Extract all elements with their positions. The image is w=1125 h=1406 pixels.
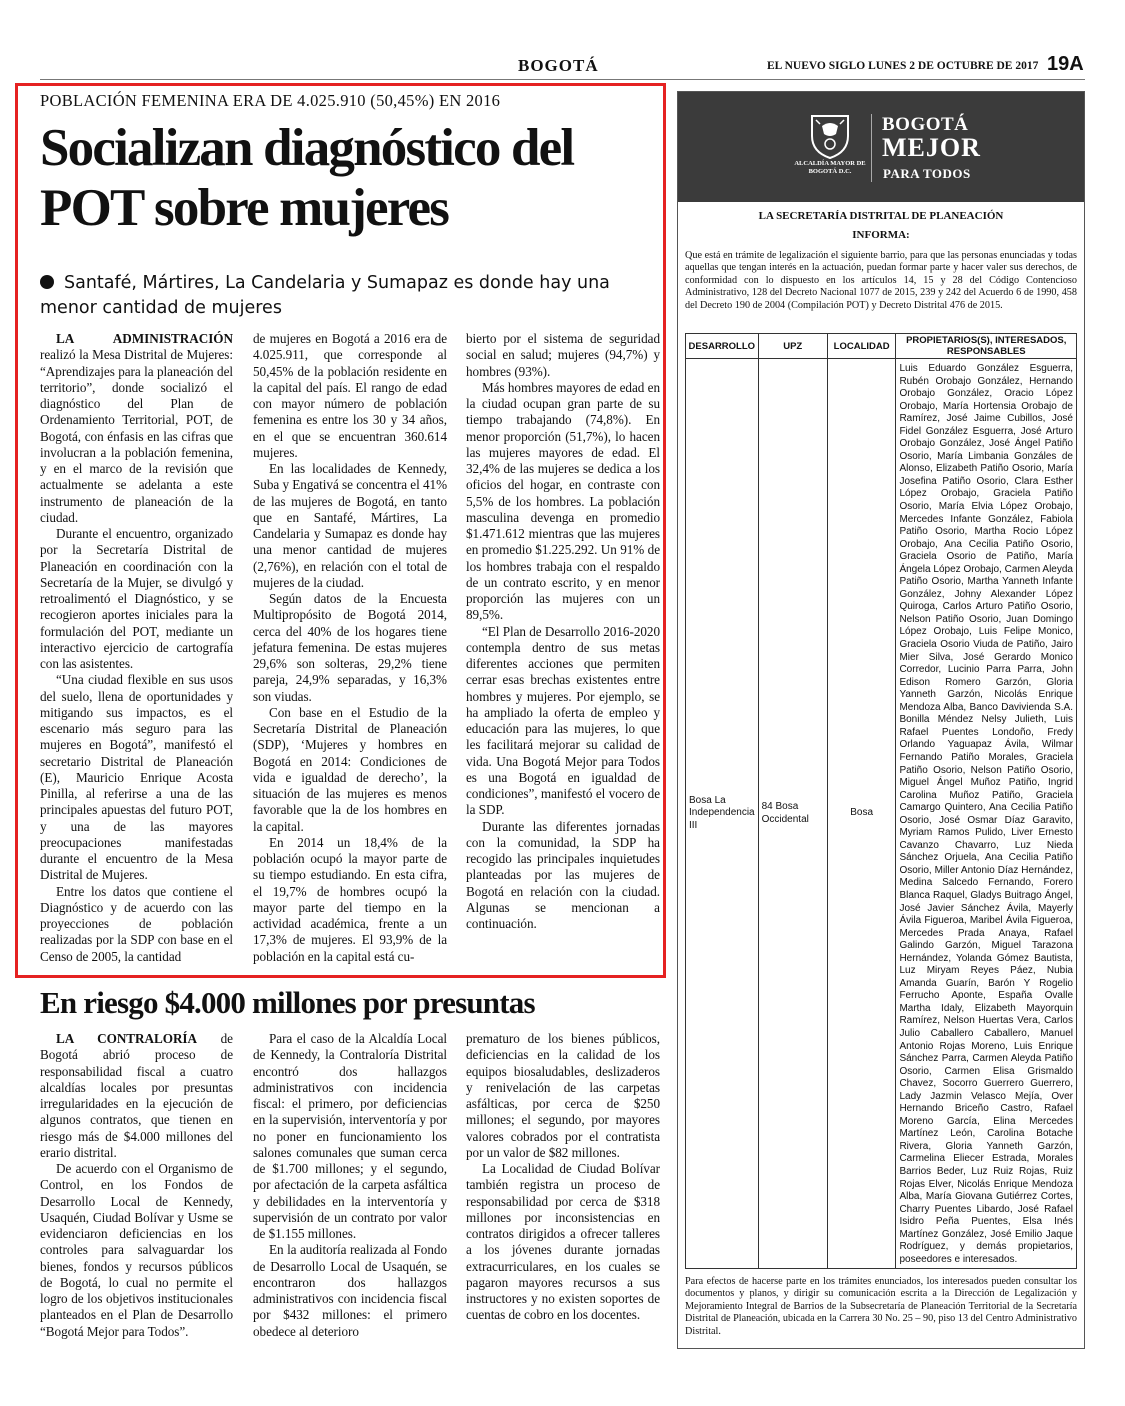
- col-header-desarrollo: DESARROLLO: [686, 334, 759, 359]
- paragraph: En 2014 un 18,4% de la población ocupó la mayor parte de su tiempo estudiando. En esta cifra, el 19,7% de hombres ocupó la mayor parte del tiempo en la actividad académica, frente a un 17,3% de mujeres. El 93,9% de la población en la capital está cu-: [253, 834, 447, 964]
- brand-mejor: MEJOR: [882, 133, 981, 162]
- col-header-propietarios: PROPIETARIOS(S), INTERESADOS, RESPONSABLES: [896, 334, 1077, 359]
- ad-footer-text: Para efectos de hacerse parte en los trámites enunciados, los interesados pueden consultar los documentos y planos, y dirigir su comunicación escrita a la Dirección de Legalización y Mejoramiento Integral de Barrios de la Subsecretaría de Planeación Territorial de la Secretaría Distrital de Planeación, ubicada en la Carrera 30 No. 25 – 90, piso 13 del Centro Administrativo Distrital.: [685, 1276, 1077, 1337]
- article-headline: Socializan diagnóstico del POT sobre mujeres: [40, 119, 574, 237]
- table-row: [686, 359, 1077, 1269]
- paragraph: Con base en el Estudio de la Secretaría Distrital de Planeación (SDP), ‘Mujeres y hombres en Bogotá en 2014: Condiciones de vida e igualdad de derecho’, la situación de las mujeres es menos favorable que la de los hombres en la capital.: [253, 704, 447, 834]
- legalization-table: [685, 333, 1077, 1269]
- lead-caps: LA ADMINISTRACIÓN: [56, 331, 233, 346]
- paragraph: Más hombres mayores de edad en la ciudad ocupan gran parte de su tiempo trabajando (74,8%). En menor proporción (51,7%), lo hacen las mujeres mayores de edad. El 32,4% de las mujeres se dedica a los oficios del hogar, en contraste con 5,5% de los hombres. La población masculina devenga en promedio $1.471.612 mientras que las mujeres en promedio $1.225.292. Un 91% de los hombres trabaja con el respaldo de un contrato escrito, y en menor proporción las mujeres con un 89,5%.: [466, 379, 660, 623]
- cell-localidad: Bosa: [827, 359, 896, 1269]
- cell-desarrollo: Bosa La Independencia III: [686, 359, 759, 1269]
- col-header-upz: UPZ: [758, 334, 827, 359]
- article-column-2: [253, 331, 447, 965]
- ad-organization: LA SECRETARÍA DISTRITAL DE PLANEACIÓN: [758, 210, 1004, 222]
- paragraph: prematuro de los bienes públicos, deficiencias en la calidad de los equipos biosaludables, deslizaderos y renivelación de las carpetas asfálticas, por cerca de $250 millones; el segundo, por mayores valores cobrados por el contratista por un valor de $82 millones.: [466, 1031, 660, 1160]
- paragraph: La Localidad de Ciudad Bolívar también registra un proceso de responsabilidad por cerca de $318 millones por inconsistencias en contratos dirigidos a ofrecer talleres a los jóvenes durante jornadas extracurriculares, en los cuales se pagaron mayores recursos a sus instructores y no existen soportes de cuentas de cobro en los docentes.: [466, 1161, 660, 1323]
- paragraph: Según datos de la Encuesta Multipropósito de Bogotá 2014, cerca del 40% de los hogares tiene jefatura femenina. De estas mujeres 29,6% son solteras, 29,2% tiene pareja, 24,9% separadas, y 16,3% son viudas.: [253, 591, 447, 704]
- paragraph: Para el caso de la Alcaldía Local de Kennedy, la Contraloría Distrital encontró dos hallazgos administrativos con incidencia fiscal: el primero, por deficiencias en la supervisión, interventoría y por no poner en funcionamiento los salones comunales que suman cerca de $1.700 millones; y el segundo, por afectación de la carpeta asfáltica y debilidades en la interventoría y supervisión de un contrato por valor de $1.155 millones.: [253, 1031, 447, 1241]
- article-column-1: [40, 331, 233, 965]
- ad-banner: [678, 92, 1084, 202]
- article-kicker: POBLACIÓN FEMENINA ERA DE 4.025.910 (50,45%) EN 2016: [40, 91, 501, 110]
- article2-column-1: [40, 1031, 233, 1340]
- section-title: BOGOTÁ: [518, 56, 599, 75]
- bogota-shield-icon: [808, 112, 852, 160]
- lead-caps: LA CONTRALORÍA: [56, 1031, 197, 1046]
- paragraph: De acuerdo con el Organismo de Control, en los Fondos de Desarrollo Local de Kennedy, Usaquén, Ciudad Bolívar y Usme se evidenciaron deficiencias en los controles para salvaguardar los bienes, fondos y recursos públicos de Bogotá, lo cual no permite el logro de los objetivos institucionales planteados en el Plan de Desarrollo “Bogotá Mejor para Todos”.: [40, 1161, 233, 1339]
- paragraph: [40, 331, 233, 526]
- paragraph-text: de Bogotá abrió proceso de responsabilidad fiscal a cuatro alcaldías locales por presuntas irregularidades en la ejecución de algunos contratos, que tienen en riesgo más de $4.000 millones del erario distrital.: [40, 1031, 233, 1160]
- bullet-dot-icon: [40, 275, 54, 289]
- brand-bogota: BOGOTÁ: [882, 114, 969, 135]
- header-rule: [40, 79, 1085, 80]
- brand-para-todos: PARA TODOS: [883, 166, 971, 181]
- paragraph: “El Plan de Desarrollo 2016-2020 contempla dentro de sus metas diferentes acciones que permiten cerrar esas brechas existentes entre hombres y mujeres. Por ejemplo, se ha ampliado la oferta de empleo y educación para las mujeres, lo que les facilitará mejorar su calidad de vida. Una Bogotá Mejor para Todos es una Bogotá en igualdad de condiciones”, manifestó el vocero de la SDP.: [466, 623, 660, 818]
- article2-column-3: [466, 1031, 660, 1324]
- cell-upz: 84 Bosa Occidental: [758, 359, 827, 1269]
- subhead-text: Santafé, Mártires, La Candelaria y Sumapaz es donde hay una menor cantidad de mujeres: [40, 273, 610, 318]
- paragraph: Durante las diferentes jornadas con la comunidad, la SDP ha recogido las principales inquietudes planteadas por las mujeres de Bogotá en relación con la ciudad. Algunas se mencionan a continuación.: [466, 818, 660, 931]
- paragraph-text: realizó la Mesa Distrital de Mujeres: “Aprendizajes para la planeación del territorio”, donde socializó el diagnóstico del Plan de Ordenamiento Territorial, POT, de Bogotá, con énfasis en las cifras que involucran a la población femenina, y en el marco de la revisión que actualmente se adelanta a este instrumento de planeación de la ciudad.: [40, 347, 233, 525]
- paragraph: bierto por el sistema de seguridad social en salud; mujeres (94,7%) y hombres (93%).: [466, 331, 660, 379]
- table-header-row: [686, 334, 1077, 359]
- paragraph: En la auditoría realizada al Fondo de Desarrollo Local de Usaquén, se encontraron dos hallazgos administrativos con incidencia fiscal por $432 millones: el primero obedece al deterioro: [253, 1242, 447, 1339]
- paragraph: En las localidades de Kennedy, Suba y Engativá se concentra el 41% de las mujeres de Bogotá, en tanto que en Santafé, Mártires, La Candelaria y Sumapaz es donde hay una menor cantidad de mujeres (2,76%), en relación con el total de mujeres de la ciudad.: [253, 461, 447, 590]
- ad-informa: INFORMA:: [852, 229, 910, 241]
- paragraph: Durante el encuentro, organizado por la Secretaría Distrital de Planeación en coordinación con la Secretaría de la Mujer, se divulgó y retroalimentó el Diagnóstico, y se recogieron aportes iniciales para la formulación del POT, mediante un interactivo ejercicio de cartografía con las asistentes.: [40, 526, 233, 671]
- paragraph: “Una ciudad flexible en sus usos del suelo, llena de oportunidades y mitigando sus impactos, es el escenario más seguro para las mujeres en Bogotá”, manifestó el secretario Distrital de Planeación (E), Mauricio Enrique Acosta Pinilla, al referirse a una de las principales apuestas del futuro POT, y una de las mayores preocupaciones manifestadas durante el encuentro de la Mesa Distrital de Mujeres.: [40, 672, 233, 883]
- article-subhead: [40, 271, 662, 321]
- paragraph: [40, 1031, 233, 1161]
- ad-intro-text: Que está en trámite de legalización el siguiente barrio, para que las personas enunciadas y todas aquellas que tengan interés en la actuación, puedan formar parte y hacer valer sus derechos, de conformidad con lo dispuesto en los artículos 14, 15 y 28 del Código Contencioso Administrativo, 128 del Decreto Nacional 1077 de 2015, 239 y 242 del Acuerdo 6 de 1990, 458 del Decreto 190 de 2004 (Compilación POT) y Decreto Distrital 476 de 2015.: [685, 250, 1077, 311]
- article-column-3: [466, 331, 660, 932]
- col-header-localidad: LOCALIDAD: [827, 334, 896, 359]
- logo-divider: [871, 114, 872, 182]
- paragraph: de mujeres en Bogotá a 2016 era de 4.025.911, que corresponde al 50,45% de la población residente en la capital del país. El rango de edad con mayor número de población femenina es entre los 30 y 34 años, en el que se encuentran 360.614 mujeres.: [253, 331, 447, 460]
- paper-date: EL NUEVO SIGLO LUNES 2 DE OCTUBRE DE 2017: [767, 60, 1039, 72]
- alcaldia-label: ALCALDÍA MAYOR DE BOGOTÁ D.C.: [794, 160, 866, 175]
- paragraph: Entre los datos que contiene el Diagnóstico y de acuerdo con las proyecciones de población realizadas por la SDP con base en el Censo de 2005, la cantidad: [40, 883, 233, 964]
- article2-headline: En riesgo $4.000 millones por presuntas: [40, 985, 535, 1020]
- article2-column-2: [253, 1031, 447, 1340]
- page-number: 19A: [1047, 53, 1084, 75]
- cell-propietarios: Luis Eduardo González Esguerra, Rubén Orobajo González, Hernando Orobajo González, Oracio López Orobajo, María Hortensia Orobajo de Ramírez, José Jaime Cubillos, José Fidel González Esguerra, José Arturo Orobajo González, José Ángel Patiño Osorio, María Limbania Gonzáles de Alonso, Elizabeth Patiño Osorio, María Josefina Patiño Osorio, Clara Esther López Orobajo, Graciela Patiño Osorio, María Elvia López Orobajo, Mercedes Infante González, Fabiola Patiño Osorio, Martha Rocio López Orobajo, Ana Cecilia Patiño Osorio, Graciela Osorio de Patiño, María Ángela López Orobajo, Carmen Aleyda Patiño Osorio, Martha Yanneth Infante González, Johny Alexander López Quiroga, Carlos Arturo Patiño Osorio, Nelson Patiño Osorio, Juan Domingo López Orobajo, Luis Felipe Monico, Graciela Osorio Viuda de Patiño, Jairo Mier Silva, José Gerardo Monico Corredor, Lucinio Parra Parra, John Edison Romero Garzón, Gloria Yanneth Garzón, Nicolás Enrique Mendoza Alba, Banco Davivienda S.A. Bonilla Méndez Nelsy Julieth, Luis Rafael Puentes Londoño, Fredy Orlando Yaguapaz Ávila, Wilmar Fernando Patiño Morales, Graciela Patiño Osorio, Nelson Patiño Osorio, Miguel Ángel Muñoz Patiño, Ingrid Carolina Muñoz Patiño, Graciela Camargo Quintero, Ana Cecilia Patiño Osorio, José Osmar Díaz Garavito, Myriam Ramos Pulido, Liver Ernesto Cavanzo Chavarro, Luz Nieda Sánchez Orjuela, Ana Cecilia Patiño Osorio, Miller Antonio Díaz Hernández, Medina Salcedo Fernando, Forero Blanca Raquel, Gladys Buitrago Ángel, José Javier Sánchez Ávila, Mayerly Ávila Figueroa, Maribel Ávila Figueroa, Mercedes Prada Anaya, Rafael Galindo Garzón, Miguel Tarazona Hernández, Yolanda Gómez Bautista, Luz Miryam Reyes Páez, Nubia Amanda Guarín, Barón Y Rogelio Ferrucho Aponte, España Ovalle Martha Idaly, Elizabeth Mayorquin Ramírez, Nelson Huertas Vera, Carlos Julio Caballero Caballero, Manuel Antonio Rojas Moreno, Luis Enrique Sánchez Parra, Carmen Aleyda Patiño Osorio, Carmen Elisa Grismaldo Chavez, Socorro Guerrero Guerrero, Lady Jazmin Velasco Mejía, Over Hernando Briceño Castro, Rafael Moreno García, Elina Mercedes Martínez León, Carolina Botache Rivera, Gloria Yanneth Garzón, Carmelina Eliecer Estrada, Morales Barrios Beder, Luz Ruiz Rojas, Ruiz Rojas Elver, Nicolás Enrique Mendoza Alba, María Giovana Gutiérrez Cortes, Charry Puentes Libardo, José Rafael Isidro Peña Puentes, Elsa Inés Martínez González, José Emilio Jaque Rodríguez, y demás propietarios, poseedores e interesados.: [896, 359, 1077, 1269]
